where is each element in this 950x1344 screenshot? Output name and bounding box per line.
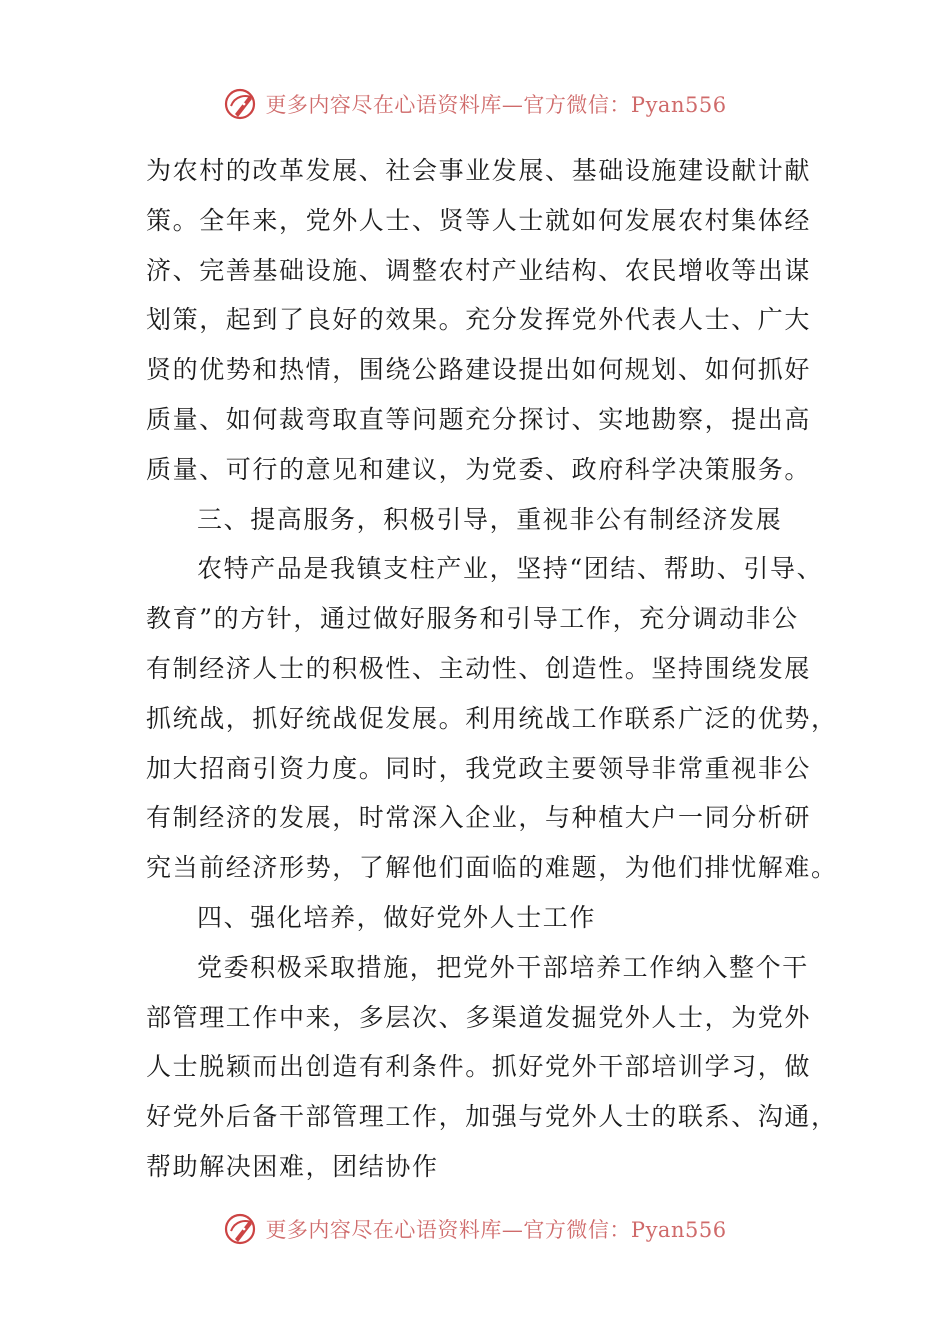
text-line: 好党外后备干部管理工作，加强与党外人士的联系、沟通， (146, 1102, 838, 1132)
text-line: 划策，起到了良好的效果。充分发挥党外代表人士、广大 (146, 305, 812, 335)
text-line: 究当前经济形势，了解他们面临的难题，为他们排忧解难。 (146, 853, 838, 883)
text-line: 抓统战，抓好统战促发展。利用统战工作联系广泛的优势， (146, 703, 838, 733)
text-line: 帮助解决困难，团结协作 (146, 1151, 439, 1181)
document-body (146, 146, 838, 1192)
text-line: 农特产品是我镇支柱产业，坚持“团结、帮助、引导、 (197, 554, 824, 584)
header-banner (0, 84, 950, 124)
text-line: 质量、可行的意见和建议，为党委、政府科学决策服务。 (146, 454, 812, 484)
pen-nib-logo-icon (223, 86, 259, 122)
text-line: 有制经济人士的积极性、主动性、创造性。坚持围绕发展 (146, 653, 812, 683)
text-line: 策。全年来，党外人士、贤等人士就如何发展农村集体经 (146, 205, 812, 235)
text-line: 有制经济的发展，时常深入企业，与种植大户一同分析研 (146, 803, 812, 833)
text-line: 加大招商引资力度。同时，我党政主要领导非常重视非公 (146, 753, 812, 783)
text-line: 教育”的方针，通过做好服务和引导工作，充分调动非公 (146, 604, 799, 634)
footer-banner (0, 1209, 950, 1249)
text-line: 党委积极采取措施，把党外干部培养工作纳入整个干 (197, 952, 809, 982)
text-line: 部管理工作中来，多层次、多渠道发掘党外人士，为党外 (146, 1002, 812, 1032)
text-line: 四、强化培养，做好党外人士工作 (197, 902, 597, 932)
footer-banner-text: 更多内容尽在心语资料库—官方微信：Pyan556 (265, 1218, 727, 1242)
text-line: 为农村的改革发展、社会事业发展、基础设施建设献计献 (146, 156, 812, 185)
text-line: 贤的优势和热情，围绕公路建设提出如何规划、如何抓好 (146, 355, 812, 385)
text-line: 济、完善基础设施、调整农村产业结构、农民增收等出谋 (146, 255, 812, 285)
text-line: 三、提高服务，积极引导，重视非公有制经济发展 (197, 504, 783, 534)
text-line: 人士脱颖而出创造有利条件。抓好党外干部培训学习，做 (146, 1052, 812, 1082)
text-line: 质量、如何裁弯取直等问题充分探讨、实地勘察，提出高 (146, 404, 812, 434)
header-banner-text: 更多内容尽在心语资料库—官方微信：Pyan556 (265, 93, 727, 117)
pen-nib-logo-icon (223, 1211, 259, 1247)
